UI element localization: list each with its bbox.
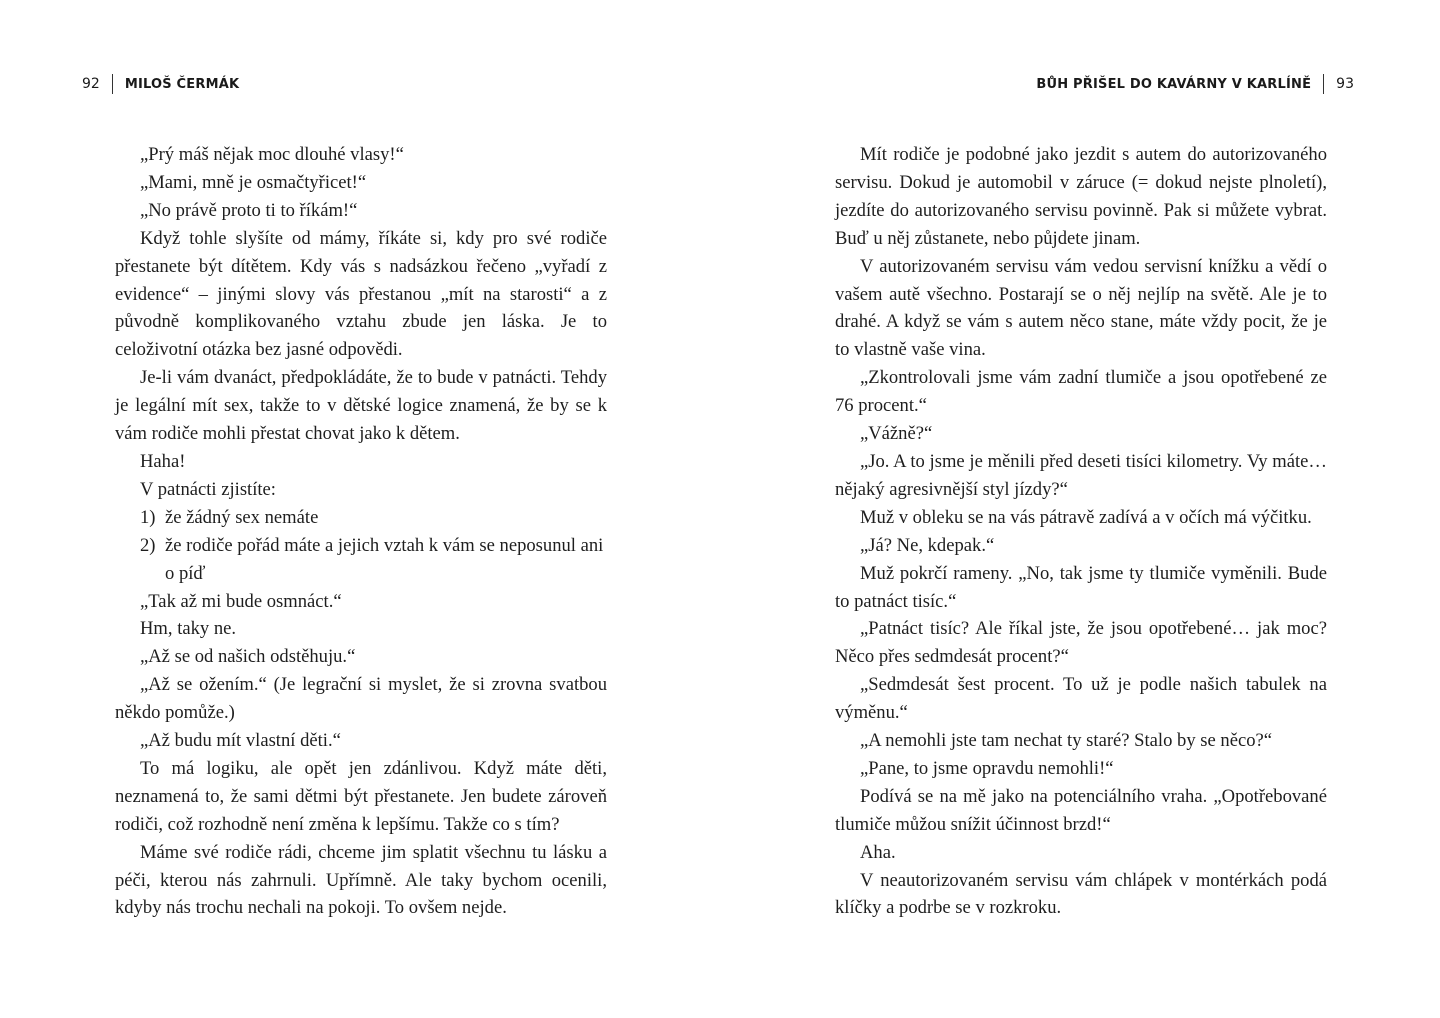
header-divider bbox=[1323, 74, 1324, 94]
paragraph: „Až se od našich odstěhuju.“ bbox=[140, 646, 356, 668]
paragraph: „Patnáct tisíc? Ale říkal jste, že jsou opotřebené… jak moc? Něco přes sedmdesát procent?“ bbox=[835, 618, 1327, 668]
paragraph: „Mami, mně je osmačtyřicet!“ bbox=[140, 171, 367, 193]
paragraph: „A nemohli jste tam nechat ty staré? Stalo by se něco?“ bbox=[860, 730, 1273, 752]
paragraph: „Až se ožením.“ (Je legrační si myslet, že si zrovna svatbou někdo pomůže.) bbox=[115, 674, 607, 724]
paragraph: V patnácti zjistíte: bbox=[140, 478, 276, 500]
paragraph: „Zkontrolovali jsme vám zadní tlumiče a jsou opotřebené ze 76 procent.“ bbox=[835, 367, 1327, 417]
header-divider bbox=[112, 74, 113, 94]
paragraph: Podívá se na mě jako na potenciálního vraha. „Opotřebované tlumiče můžou snížit účinnost brzd!“ bbox=[835, 785, 1327, 835]
paragraph: V neautorizovaném servisu vám chlápek v montérkách podá klíčky a podrbe se v rozkroku. bbox=[835, 869, 1327, 919]
right-page-body bbox=[835, 141, 1327, 922]
paragraph: To má logiku, ale opět jen zdánlivou. Když máte děti, neznamená to, že sami dětmi být přestanete. Jen budete zároveň rodiči, což rozhodně není změna k lepšímu. Takže co s tím? bbox=[115, 757, 607, 835]
paragraph: „Až budu mít vlastní děti.“ bbox=[140, 730, 341, 752]
paragraph: „Já? Ne, kdepak.“ bbox=[860, 534, 995, 556]
paragraph: „Tak až mi bude osmnáct.“ bbox=[140, 590, 342, 612]
list-text: že žádný sex nemáte bbox=[165, 506, 319, 528]
paragraph: Haha! bbox=[140, 450, 186, 472]
paragraph: Hm, taky ne. bbox=[140, 618, 237, 640]
paragraph: V autorizovaném servisu vám vedou servisní knížku a vědí o vašem autě všechno. Postarají se o něj nejlíp na světě. Ale je to drahé. A když se vám s autem něco stane, máte vždy pocit, že je to vlastně vaše vina. bbox=[835, 255, 1327, 361]
paragraph: Muž pokrčí rameny. „No, tak jsme ty tlumiče vyměnili. Bude to patnáct tisíc.“ bbox=[835, 562, 1327, 612]
left-page-body bbox=[115, 141, 607, 922]
list-text: že rodiče pořád máte a jejich vztah k vám se neposunul ani o píď bbox=[165, 534, 604, 584]
right-running-header bbox=[1036, 73, 1354, 95]
paragraph: „No právě proto ti to říkám!“ bbox=[140, 199, 358, 221]
paragraph: Máme své rodiče rádi, chceme jim splatit všechnu tu lásku a péči, kterou nás zahrnuli. Upřímně. Ale taky bychom ocenili, kdyby nás trochu nechali na pokoji. To ovšem nejde. bbox=[115, 841, 607, 919]
paragraph: Aha. bbox=[860, 841, 896, 863]
paragraph: Muž v obleku se na vás pátravě zadívá a v očích má výčitku. bbox=[860, 506, 1312, 528]
right-page bbox=[720, 0, 1440, 1018]
page-number: 93 bbox=[1336, 76, 1354, 92]
paragraph: „Pane, to jsme opravdu nemohli!“ bbox=[860, 757, 1114, 779]
paragraph: Když tohle slyšíte od mámy, říkáte si, kdy pro své rodiče přestanete být dítětem. Kdy vás s nadsázkou řečeno „vyřadí z evidence“ – jinými slovy vás přestanou „mít na starosti“ a z původně komplikovaného vztahu zbude jen láska. Je to celoživotní otázka bez jasné odpovědi. bbox=[115, 227, 607, 361]
running-head-author: MILOŠ ČERMÁK bbox=[124, 76, 240, 92]
paragraph: „Vážně?“ bbox=[860, 423, 933, 445]
list-number: 1) bbox=[140, 506, 156, 528]
paragraph: Mít rodiče je podobné jako jezdit s autem do autorizovaného servisu. Dokud je automobil v záruce (= dokud nejste plnoletí), jezdíte do autorizovaného servisu povinně. Pak si můžete vybrat. Buď u něj zůstanete, nebo půjdete jinam. bbox=[835, 144, 1327, 249]
list-number: 2) bbox=[140, 534, 156, 556]
paragraph: „Jo. A to jsme je měnili před deseti tisíci kilometry. Vy máte… nějaký agresivnější styl jízdy?“ bbox=[835, 450, 1327, 500]
left-running-header bbox=[82, 73, 239, 95]
paragraph: „Sedmdesát šest procent. To už je podle našich tabulek na výměnu.“ bbox=[835, 674, 1327, 724]
list-item bbox=[140, 504, 607, 532]
running-head-title: BŮH PŘIŠEL DO KAVÁRNY V KARLÍNĚ bbox=[1036, 76, 1312, 92]
list-item bbox=[140, 532, 607, 588]
paragraph: „Prý máš nějak moc dlouhé vlasy!“ bbox=[140, 144, 404, 165]
page-number: 92 bbox=[82, 76, 100, 92]
paragraph: Je-li vám dvanáct, předpokládáte, že to bude v patnácti. Tehdy je legální mít sex, takže to v dětské logice znamená, že by se k vám rodiče mohli přestat chovat jako k dětem. bbox=[115, 367, 607, 445]
